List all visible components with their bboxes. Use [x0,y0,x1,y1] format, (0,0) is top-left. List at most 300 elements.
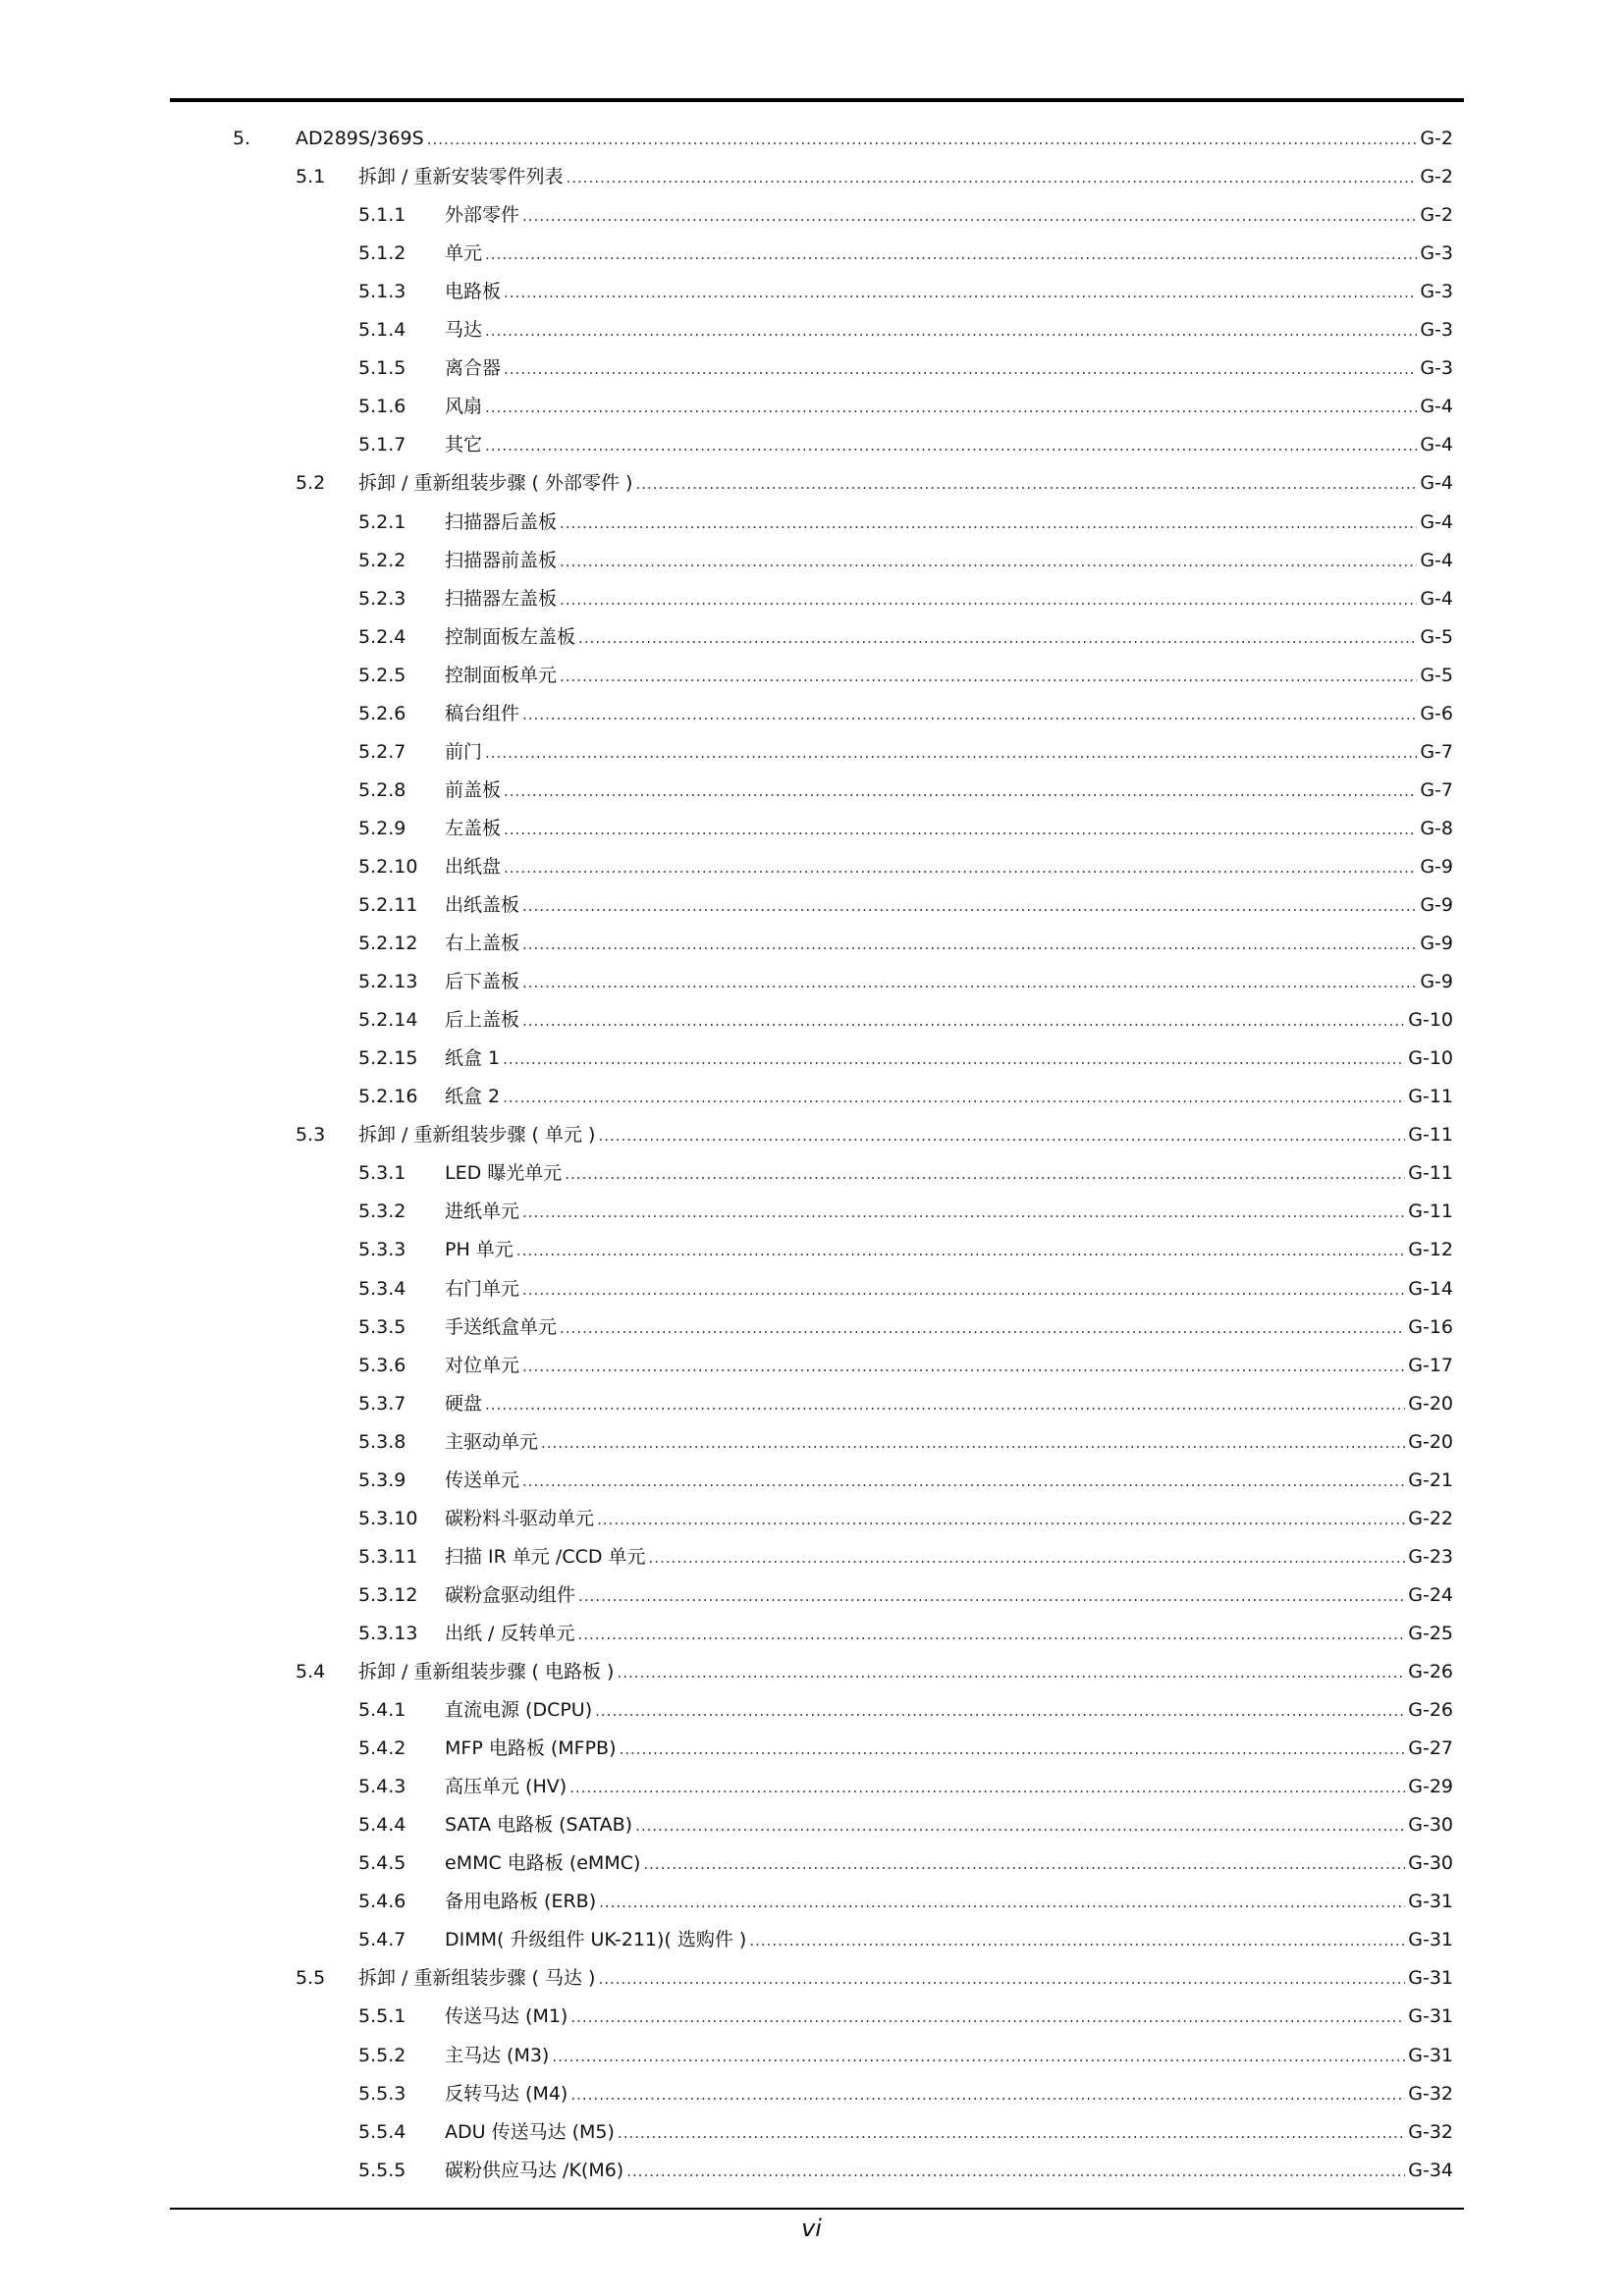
toc-entry-page: G-27 [1408,1737,1453,1760]
toc-entry-page: G-25 [1408,1622,1453,1644]
toc-entry-page: G-5 [1420,664,1453,686]
dot-leader [522,1272,1405,1308]
toc-entry-title: 其它 [445,434,483,456]
toc-entry-line [445,274,1453,310]
dot-leader [516,1233,1405,1268]
toc-entry[interactable] [0,581,1623,616]
toc-entry-title: 对位单元 [445,1354,520,1376]
toc-entry-line [445,2114,1453,2151]
toc-entry-title: 马达 [445,319,483,342]
toc-entry-line [445,350,1453,387]
toc-entry-number: 5.3.9 [358,1468,406,1491]
dot-leader [522,1349,1405,1384]
toc-entry-page: G-3 [1420,319,1453,342]
toc-entry-line [445,1539,1453,1575]
toc-entry-page: G-5 [1420,625,1453,648]
toc-entry[interactable] [0,427,1623,462]
toc-entry-line [445,1501,1453,1537]
toc-entry-line [445,1232,1453,1268]
toc-entry-number: 5.3.7 [358,1392,406,1415]
toc-entry-number: 5.1 [296,166,326,188]
dot-leader [485,1387,1405,1422]
toc-entry-page: G-2 [1420,204,1453,227]
dot-leader [560,582,1417,617]
dot-leader [504,774,1417,809]
toc-entry-page: G-31 [1408,1891,1453,1913]
toc-entry[interactable] [0,1002,1623,1038]
toc-entry-number: 5.3.12 [358,1583,418,1606]
toc-entry-title: 反转马达 (M4) [445,2082,568,2105]
toc-entry[interactable] [0,2076,1623,2111]
toc-entry-line [445,619,1453,656]
toc-entry-number: 5.2.1 [358,510,406,533]
toc-entry-number: 5.2.9 [358,817,406,839]
toc-entry-title: 出纸 / 反转单元 [445,1622,575,1644]
toc-entry-title: LED 曝光单元 [445,1162,563,1185]
toc-entry-title: 后上盖板 [445,1009,520,1032]
toc-entry-title: 左盖板 [445,817,502,839]
toc-entry-title: 拆卸 / 重新组装步骤 ( 马达 ) [358,1967,596,1990]
toc-entry-line [358,465,1453,502]
toc-entry-page: G-29 [1408,1776,1453,1798]
toc-entry-page: G-11 [1408,1162,1453,1185]
toc-entry[interactable] [0,1079,1623,1114]
toc-entry-line [445,1845,1453,1882]
toc-entry-title: SATA 电路板 (SATAB) [445,1814,633,1837]
toc-entry-page: G-20 [1408,1430,1453,1453]
toc-entry-title: 后下盖板 [445,971,520,993]
toc-entry[interactable] [0,236,1623,271]
toc-entry-number: 5.5.2 [358,2044,406,2066]
toc-entry-number: 5.3.13 [358,1622,418,1644]
toc-entry-number: 5.4.3 [358,1776,406,1798]
toc-entry-title: PH 单元 [445,1239,514,1261]
toc-entry-title: 传送单元 [445,1468,520,1491]
toc-entry-page: G-6 [1420,702,1453,724]
dot-leader [522,697,1417,732]
toc-entry-line [445,1769,1453,1805]
toc-entry-number: 5.2.3 [358,587,406,610]
toc-entry[interactable] [0,197,1623,233]
dot-leader [503,1041,1405,1077]
toc-entry[interactable] [0,1463,1623,1498]
toc-entry[interactable] [0,887,1623,923]
toc-entry-page: G-31 [1408,2005,1453,2028]
toc-entry-page: G-32 [1408,2082,1453,2105]
toc-entry[interactable] [0,696,1623,731]
toc-entry[interactable] [0,543,1623,578]
toc-entry[interactable] [0,1922,1623,1957]
dot-leader [503,1080,1405,1115]
toc-entry-page: G-17 [1408,1354,1453,1376]
dot-leader [427,122,1418,157]
toc-entry-number: 5.5.5 [358,2159,406,2181]
dot-leader [597,1502,1405,1537]
toc-entry-line [445,1079,1453,1115]
toc-entry-title: 主马达 (M3) [445,2044,550,2066]
toc-entry-title: 离合器 [445,357,502,380]
toc-entry-title: 前门 [445,740,483,763]
toc-entry[interactable] [0,1616,1623,1651]
toc-entry-page: G-16 [1408,1315,1453,1338]
top-rule [170,98,1464,102]
toc-entry[interactable] [0,1960,1623,1996]
toc-entry-page: G-32 [1408,2120,1453,2143]
toc-entry-title: 拆卸 / 重新组装步骤 ( 电路板 ) [358,1661,615,1682]
toc-entry-number: 5.2.11 [358,894,418,916]
toc-entry-line [445,1309,1453,1346]
toc-entry-page: G-14 [1408,1277,1453,1300]
toc-entry-page: G-2 [1420,128,1453,149]
toc-entry[interactable] [0,1692,1623,1728]
toc-entry-number: 5.5.1 [358,2005,406,2028]
toc-entry-line [445,389,1453,425]
toc-entry[interactable] [0,1577,1623,1613]
dot-leader [618,2115,1405,2151]
dot-leader [599,1885,1405,1920]
toc-entry-title: 扫描器后盖板 [445,510,558,533]
toc-entry-number: 5.3.5 [358,1315,406,1338]
toc-entry-number: 5.3 [296,1124,326,1147]
dot-leader [635,1808,1405,1843]
toc-entry-page: G-26 [1408,1661,1453,1682]
toc-entry-title: eMMC 电路板 (eMMC) [445,1852,641,1875]
dot-leader [635,466,1417,502]
toc-entry-line [445,1155,1453,1192]
toc-entry-number: 5.2.7 [358,740,406,763]
toc-entry-title: 传送马达 (M1) [445,2005,568,2028]
toc-entry-page: G-11 [1408,1124,1453,1147]
toc-entry-line [445,1194,1453,1230]
toc-entry[interactable] [0,1117,1623,1152]
toc-entry-page: G-24 [1408,1583,1453,1606]
toc-entry-page: G-4 [1420,472,1453,495]
toc-entry-page: G-11 [1408,1086,1453,1108]
dot-leader [560,659,1417,694]
toc-entry-line [445,1692,1453,1729]
toc-entry[interactable] [0,1539,1623,1575]
toc-entry[interactable] [0,274,1623,309]
toc-entry-number: 5.3.11 [358,1545,418,1568]
toc-entry-title: 纸盒 2 [445,1086,501,1108]
toc-entry-line [445,1424,1453,1461]
dot-leader [522,927,1417,962]
toc-entry-number: 5.4.7 [358,1929,406,1951]
dot-leader [552,2039,1405,2074]
toc-entry-line [445,926,1453,962]
toc-entry[interactable] [0,773,1623,808]
toc-entry-line [445,312,1453,348]
toc-entry[interactable] [0,465,1623,501]
toc-entry-title: 碳粉料斗驱动单元 [445,1507,595,1529]
dot-leader [565,1156,1405,1192]
toc-entry[interactable] [0,658,1623,693]
toc-entry-page: G-4 [1420,549,1453,571]
toc-entry-page: G-9 [1420,933,1453,955]
toc-entry-page: G-4 [1420,434,1453,456]
toc-entry[interactable] [0,1041,1623,1076]
toc-entry[interactable] [0,1501,1623,1536]
toc-entry[interactable] [0,1769,1623,1804]
toc-entry-line [445,197,1453,234]
dot-leader [570,2077,1405,2112]
toc-entry-number: 5.1.6 [358,396,406,418]
toc-entry-number: 5.5.3 [358,2082,406,2105]
toc-entry-line [358,1960,1453,1997]
toc-entry-number: 5. [233,128,251,149]
toc-entry[interactable] [0,121,1623,156]
toc-entry-title: 外部零件 [445,204,520,227]
dot-leader [626,2154,1405,2189]
toc-entry-line [358,159,1453,195]
dot-leader [504,850,1417,885]
toc-entry-title: 碳粉供应马达 /K(M6) [445,2159,624,2181]
toc-entry-title: 控制面板单元 [445,664,558,686]
toc-entry[interactable] [0,2153,1623,2188]
toc-entry-line [445,696,1453,732]
dot-leader [485,428,1417,463]
dot-leader [598,1118,1405,1153]
toc-entry[interactable] [0,1884,1623,1919]
toc-entry-title: 右上盖板 [445,933,520,955]
toc-entry-page: G-3 [1420,242,1453,265]
dot-leader [620,1732,1406,1767]
toc-entry-title: 拆卸 / 重新组装步骤 ( 外部零件 ) [358,472,633,495]
toc-entry-page: G-4 [1420,396,1453,418]
toc-entry-title: 控制面板左盖板 [445,625,576,648]
toc-entry-number: 5.4.2 [358,1737,406,1760]
toc-entry-title: ADU 传送马达 (M5) [445,2120,615,2143]
toc-entry-line [445,1271,1453,1308]
toc-entry-page: G-3 [1420,357,1453,380]
toc-entry-title: 高压单元 (HV) [445,1776,568,1798]
toc-entry-page: G-4 [1420,510,1453,533]
toc-entry-number: 5.2.5 [358,664,406,686]
toc-entry-line [445,543,1453,579]
toc-entry[interactable] [0,964,1623,999]
toc-entry-page: G-34 [1408,2159,1453,2181]
toc-entry-page: G-10 [1408,1009,1453,1032]
toc-entry[interactable] [0,505,1623,540]
toc-entry-line [445,236,1453,272]
dot-leader [522,888,1417,924]
toc-entry-line [445,1463,1453,1499]
toc-entry-title: 扫描 IR 单元 /CCD 单元 [445,1545,646,1568]
toc-entry-number: 5.3.1 [358,1162,406,1185]
toc-entry-line [445,1041,1453,1077]
dot-leader [485,390,1417,425]
toc-entry-line [445,505,1453,541]
toc-entry-title: 稿台组件 [445,702,520,724]
dot-leader [485,313,1417,348]
dot-leader [598,1961,1405,1997]
toc-entry[interactable] [0,1807,1623,1842]
toc-entry[interactable] [0,1999,1623,2034]
dot-leader [643,1846,1405,1882]
dot-leader [541,1425,1405,1461]
toc-entry[interactable] [0,389,1623,424]
toc-entry-line [445,658,1453,694]
toc-entry-number: 5.2.4 [358,625,406,648]
toc-entry-page: G-7 [1420,740,1453,763]
toc-entry-page: G-23 [1408,1545,1453,1568]
toc-entry-number: 5.3.4 [358,1277,406,1300]
toc-entry-number: 5.2.15 [358,1047,418,1070]
dot-leader [560,506,1417,541]
dot-leader [522,1003,1405,1039]
toc-entry-page: G-20 [1408,1392,1453,1415]
toc-entry-number: 5.1.1 [358,204,406,227]
toc-entry-page: G-30 [1408,1852,1453,1875]
toc-entry-number: 5.2.13 [358,971,418,993]
dot-leader [522,1195,1405,1230]
toc-entry[interactable] [0,1386,1623,1421]
toc-entry-number: 5.2.10 [358,855,418,878]
toc-entry[interactable] [0,1348,1623,1383]
toc-entry-line [445,581,1453,617]
toc-entry-number: 5.3.2 [358,1201,406,1223]
toc-entry[interactable] [0,350,1623,386]
toc-entry[interactable] [0,2114,1623,2150]
dot-leader [522,1464,1405,1499]
toc-entry-line [445,1577,1453,1614]
toc-entry-number: 5.1.3 [358,281,406,303]
toc-entry-line [296,121,1453,157]
dot-leader [578,1578,1405,1614]
toc-entry-page: G-8 [1420,817,1453,839]
dot-leader [485,735,1417,771]
toc-entry-page: G-9 [1420,971,1453,993]
toc-entry-title: 主驱动单元 [445,1430,539,1453]
toc-entry-number: 5.4.1 [358,1699,406,1722]
toc-entry-page: G-2 [1420,166,1453,188]
toc-entry-title: DIMM( 升级组件 UK-211)( 选购件 ) [445,1929,747,1951]
toc-entry-title: 备用电路板 (ERB) [445,1891,597,1913]
toc-entry-title: 拆卸 / 重新安装零件列表 [358,166,564,188]
toc-entry-page: G-11 [1408,1201,1453,1223]
toc-entry-title: 前盖板 [445,778,502,801]
toc-entry[interactable] [0,811,1623,846]
toc-entry-page: G-31 [1408,1967,1453,1990]
toc-entry-title: 手送纸盒单元 [445,1315,558,1338]
toc-entry[interactable] [0,2038,1623,2073]
toc-entry-number: 5.2.14 [358,1009,418,1032]
toc-entry-title: 右门单元 [445,1277,520,1300]
toc-entry-title: 单元 [445,242,483,265]
toc-entry-title: 出纸盖板 [445,894,520,916]
toc-entry-page: G-22 [1408,1507,1453,1529]
toc-entry[interactable] [0,1424,1623,1460]
toc-entry[interactable] [0,312,1623,347]
toc-entry-line [358,1117,1453,1153]
toc-entry-number: 5.3.10 [358,1507,418,1529]
toc-entry[interactable] [0,1309,1623,1345]
dot-leader [560,544,1417,579]
toc-entry[interactable] [0,1654,1623,1689]
toc-entry-line [445,1807,1453,1843]
toc-entry-line [445,1002,1453,1039]
toc-entry-line [445,1884,1453,1920]
toc-entry-line [445,2076,1453,2112]
dot-leader [522,965,1417,1000]
toc-entry-title: 直流电源 (DCPU) [445,1699,593,1722]
toc-entry-number: 5.2.2 [358,549,406,571]
toc-entry-page: G-31 [1408,1929,1453,1951]
toc-entry-number: 5.3.3 [358,1239,406,1261]
toc-entry-line [358,1654,1453,1690]
toc-entry-number: 5.5 [296,1967,326,1990]
toc-entry[interactable] [0,1155,1623,1191]
toc-entry-page: G-9 [1420,855,1453,878]
toc-entry-number: 5.1.2 [358,242,406,265]
toc-entry-number: 5.2.16 [358,1086,418,1108]
toc-entry-line [445,849,1453,885]
dot-leader [749,1923,1405,1958]
toc-entry-number: 5.1.4 [358,319,406,342]
toc-entry[interactable] [0,1232,1623,1267]
toc-entry[interactable] [0,734,1623,770]
toc-entry-line [445,1922,1453,1958]
toc-entry-page: G-12 [1408,1239,1453,1261]
toc-entry-page: G-7 [1420,778,1453,801]
toc-entry-title: 碳粉盒驱动组件 [445,1583,576,1606]
toc-entry-title: 纸盒 1 [445,1047,501,1070]
page-number: vi [801,2215,822,2242]
toc-entry-number: 5.2.6 [358,702,406,724]
dot-leader [504,812,1417,847]
toc-entry[interactable] [0,1271,1623,1307]
toc-entry-number: 5.4.5 [358,1852,406,1875]
toc-entry[interactable] [0,926,1623,961]
toc-entry-title: 扫描器前盖板 [445,549,558,571]
toc-entry-number: 5.5.4 [358,2120,406,2143]
toc-entry-page: G-4 [1420,587,1453,610]
toc-entry[interactable] [0,1845,1623,1881]
dot-leader [617,1655,1405,1690]
toc-entry-number: 5.2.8 [358,778,406,801]
toc-entry-title: 拆卸 / 重新组装步骤 ( 单元 ) [358,1124,596,1147]
dot-leader [485,237,1417,272]
dot-leader [595,1693,1405,1729]
toc-entry-title: 风扇 [445,396,483,418]
toc-entry-line [445,734,1453,771]
toc-entry-line [445,887,1453,924]
toc-entry-title: AD289S/369S [296,128,424,149]
toc-entry[interactable] [0,159,1623,194]
toc-entry-line [445,1616,1453,1652]
toc-entry-page: G-30 [1408,1814,1453,1837]
dot-leader [649,1540,1406,1575]
toc-entry[interactable] [0,619,1623,655]
dot-leader [566,160,1417,195]
toc-entry-number: 5.4.4 [358,1814,406,1837]
toc-entry-number: 5.2 [296,472,326,495]
bottom-rule [170,2208,1464,2210]
toc-entry-line [445,2153,1453,2189]
toc-entry[interactable] [0,1194,1623,1229]
dot-leader [570,2000,1405,2035]
dot-leader [569,1770,1405,1805]
toc-entry[interactable] [0,1731,1623,1766]
dot-leader [560,1310,1405,1346]
toc-entry[interactable] [0,849,1623,884]
dot-leader [504,275,1417,310]
toc-entry-line [445,1999,1453,2035]
toc-entry-line [445,773,1453,809]
toc-entry-line [445,1348,1453,1384]
toc-entry-number: 5.2.12 [358,933,418,955]
toc-entry-page: G-31 [1408,2044,1453,2066]
